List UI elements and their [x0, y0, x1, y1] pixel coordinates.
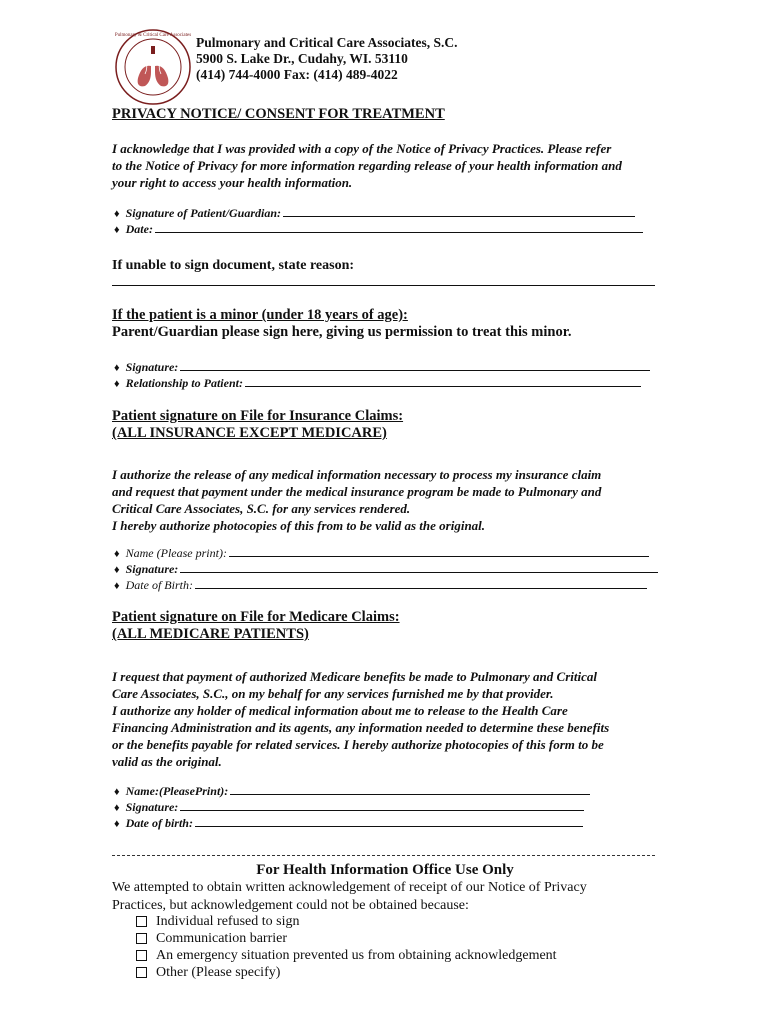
- office-options: [136, 913, 557, 981]
- insurance-name-field[interactable]: ♦ Name (Please print):: [114, 546, 649, 561]
- name-line[interactable]: [230, 785, 590, 795]
- signature-line[interactable]: [180, 563, 658, 573]
- signature-line[interactable]: [283, 207, 635, 217]
- date-line[interactable]: [155, 223, 643, 233]
- diamond-bullet-icon: ♦: [114, 224, 120, 236]
- option-refused[interactable]: Individual refused to sign: [136, 913, 557, 930]
- checkbox[interactable]: [136, 950, 147, 961]
- letterhead: [112, 26, 672, 96]
- minor-title: If the patient is a minor (under 18 years of age):: [112, 307, 408, 323]
- diamond-bullet-icon: ♦: [114, 564, 120, 576]
- reason-line[interactable]: [112, 285, 655, 286]
- diamond-bullet-icon: ♦: [114, 208, 120, 220]
- signature-line[interactable]: [180, 361, 650, 371]
- diamond-bullet-icon: ♦: [114, 378, 120, 390]
- privacy-date-field[interactable]: ♦ Date:: [114, 222, 643, 237]
- org-phone: (414) 744-4000 Fax: (414) 489-4022: [196, 67, 398, 82]
- signature-line[interactable]: [180, 801, 584, 811]
- medicare-dob-field[interactable]: ♦ Date of birth:: [114, 816, 583, 831]
- insurance-heading: (ALL INSURANCE EXCEPT MEDICARE): [112, 425, 387, 441]
- medicare-title: Patient signature on File for Medicare Claims:: [112, 609, 400, 625]
- diamond-bullet-icon: ♦: [114, 786, 120, 798]
- medicare-heading: (ALL MEDICARE PATIENTS): [112, 626, 309, 642]
- unable-to-sign-label: If unable to sign document, state reason:: [112, 258, 355, 273]
- checkbox[interactable]: [136, 916, 147, 927]
- minor-relationship-field[interactable]: ♦ Relationship to Patient:: [114, 376, 641, 391]
- privacy-signature-field[interactable]: ♦ Signature of Patient/Guardian:: [114, 206, 635, 221]
- checkbox[interactable]: [136, 933, 147, 944]
- medicare-text: I request that payment of authorized Medicare benefits be made to Pulmonary and Critical Care Associates, S.C., on my behalf for any services furnished me by that provider. I authorize any holder of medical information about me to release to the Health Care Financing Administration and its agents, any information needed to determine these benefits or the benefits payable for related services. I hereby authorize photocopies of this form to be valid as the original.: [112, 669, 610, 769]
- dashed-divider: [112, 855, 655, 856]
- insurance-signature-field[interactable]: ♦ Signature:: [114, 562, 658, 577]
- privacy-title: PRIVACY NOTICE/ CONSENT FOR TREATMENT: [112, 106, 445, 122]
- minor-subtitle: Parent/Guardian please sign here, giving us permission to treat this minor.: [112, 324, 572, 340]
- insurance-title: Patient signature on File for Insurance Claims:: [112, 408, 404, 424]
- org-name: Pulmonary and Critical Care Associates, S.C.: [196, 35, 458, 50]
- medicare-signature-field[interactable]: ♦ Signature:: [114, 800, 584, 815]
- diamond-bullet-icon: ♦: [114, 818, 120, 830]
- medicare-name-field[interactable]: ♦ Name:(PleasePrint):: [114, 784, 590, 799]
- option-communication-barrier[interactable]: Communication barrier: [136, 930, 557, 947]
- option-emergency[interactable]: An emergency situation prevented us from obtaining acknowledgement: [136, 947, 557, 964]
- office-use-text: We attempted to obtain written acknowledgement of receipt of our Notice of Privacy Practices, but acknowledgement could not be obtained because:: [112, 880, 587, 913]
- option-other[interactable]: Other (Please specify): [136, 964, 557, 981]
- privacy-text: I acknowledge that I was provided with a copy of the Notice of Privacy Practices. Please refer to the Notice of Privacy for more information regarding release of your health information and your right to access your health information.: [112, 141, 622, 190]
- diamond-bullet-icon: ♦: [114, 802, 120, 814]
- minor-signature-field[interactable]: ♦ Signature:: [114, 360, 650, 375]
- dob-line[interactable]: [195, 817, 583, 827]
- insurance-text: I authorize the release of any medical information necessary to process my insurance claim and request that payment under the medical insurance program be made to Pulmonary and Critical Care Associates, S.C. for any services rendered. I hereby authorize photocopies of this from to be valid as the original.: [112, 467, 602, 533]
- organization-logo: [112, 26, 194, 108]
- checkbox[interactable]: [136, 967, 147, 978]
- relationship-line[interactable]: [245, 377, 641, 387]
- letterhead-text: [196, 35, 458, 83]
- name-line[interactable]: [229, 547, 649, 557]
- svg-text:Pulmonary & Critical Care Asso: Pulmonary & Critical Care Associates: [114, 33, 192, 38]
- org-address: 5900 S. Lake Dr., Cudahy, WI. 53110: [196, 51, 408, 66]
- dob-line[interactable]: [195, 579, 647, 589]
- diamond-bullet-icon: ♦: [114, 362, 120, 374]
- diamond-bullet-icon: ♦: [114, 548, 120, 560]
- diamond-bullet-icon: ♦: [114, 580, 120, 592]
- office-use-title: For Health Information Office Use Only: [256, 862, 514, 878]
- insurance-dob-field[interactable]: ♦ Date of Birth:: [114, 578, 647, 593]
